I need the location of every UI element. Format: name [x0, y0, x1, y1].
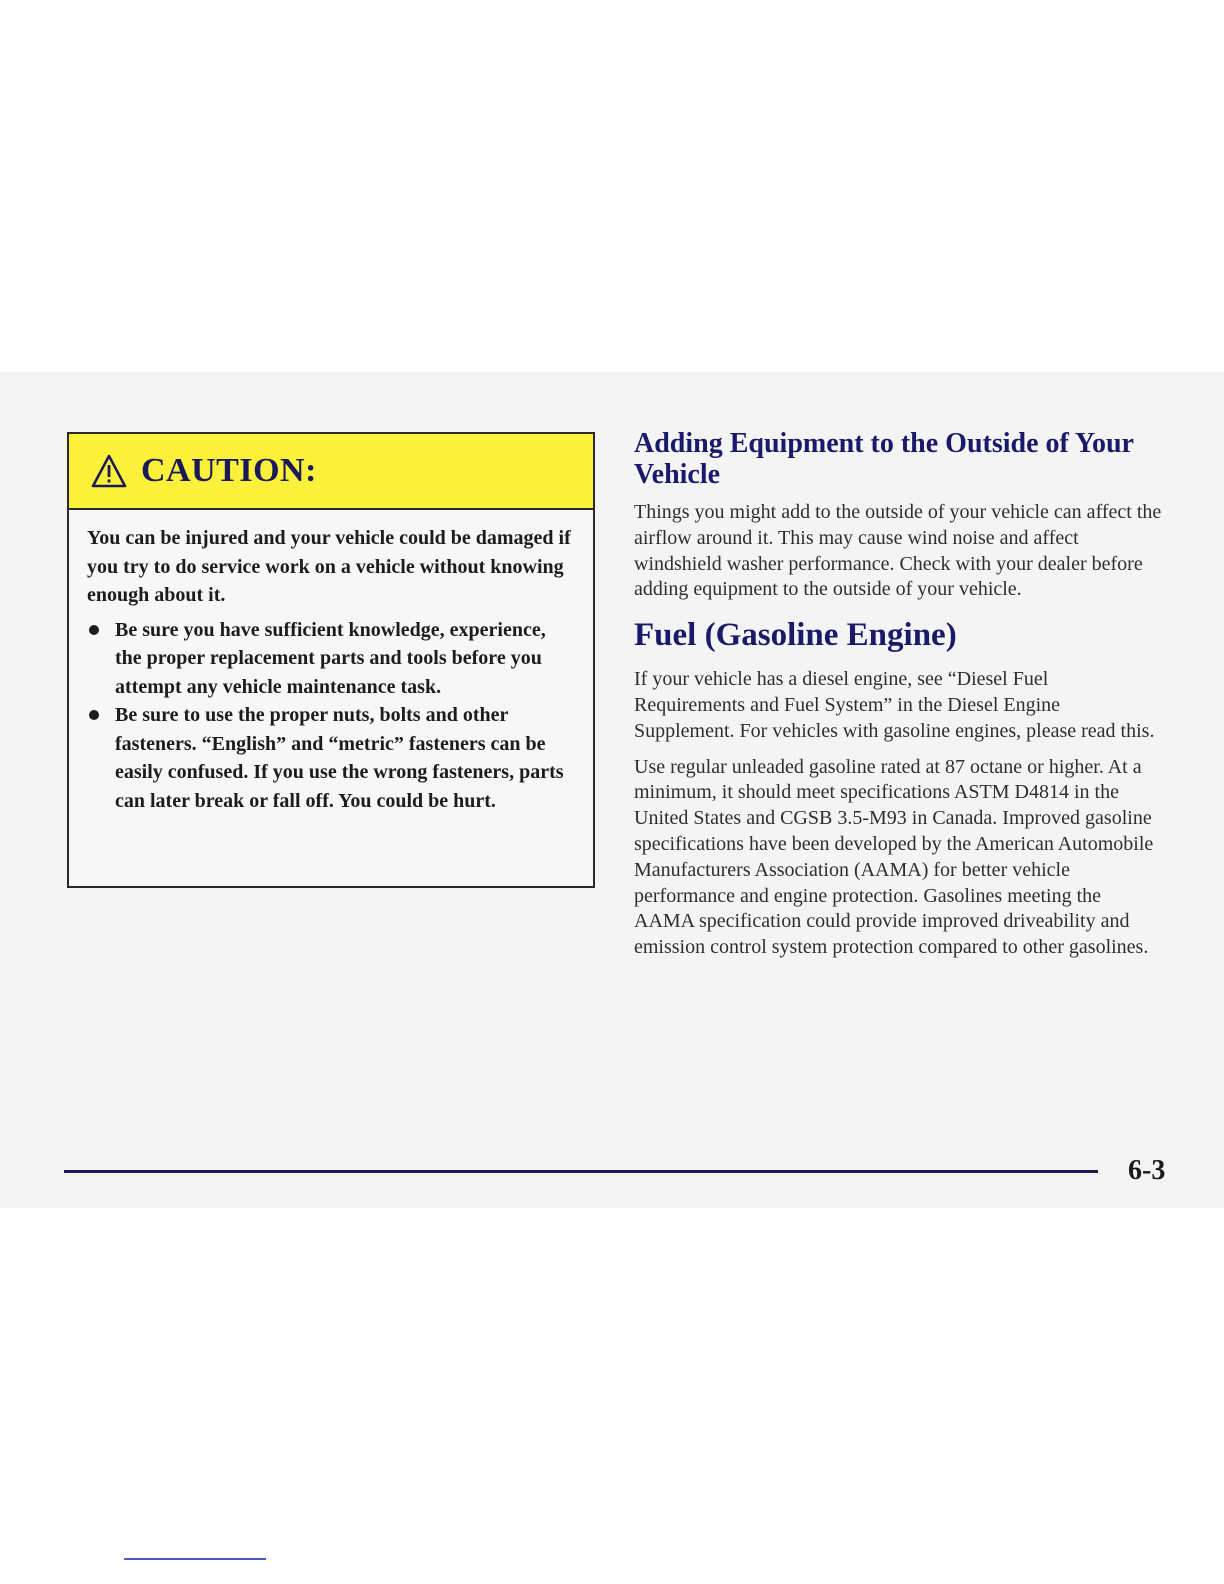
caution-body: [69, 510, 593, 815]
fuel-paragraph-2: Use regular unleaded gasoline rated at 87 octane or higher. At a minimum, it should meet specifications ASTM D4814 in the United States and CGSB 3.5-M93 in Canada. Improved gasoline specifications have been developed by the American Automobile Manufacturers Association (AAMA) for better vehicle performance and engine protection. Gasolines meeting the AAMA specification could provide improved driveability and emission control system protection compared to other gasolines.: [634, 755, 1154, 959]
adding-equipment-heading: Adding Equipment to the Outside of Your Vehicle: [634, 428, 1134, 490]
caution-bullet-text: Be sure you have sufficient knowledge, experience, the proper replacement parts and tools before you attempt any vehicle maintenance task.: [115, 618, 546, 698]
caution-title: CAUTION:: [141, 452, 317, 489]
fuel-paragraph-1: If your vehicle has a diesel engine, see “Diesel Fuel Requirements and Fuel System” in the Diesel Engine Supplement. For vehicles with gasoline engines, please read this.: [634, 668, 1155, 742]
caution-bullet-list: [87, 616, 575, 816]
caution-bullet-text: Be sure to use the proper nuts, bolts and other fasteners. “English” and “metric” fasteners can be easily confused. If you use the wrong fasteners, parts can later break or fall off. You could be hurt.: [115, 704, 564, 812]
bullet-dot-icon: [89, 625, 99, 635]
page-number: 6-3: [1128, 1155, 1166, 1186]
right-column: [634, 428, 1164, 971]
footer-rule: [64, 1170, 1098, 1173]
adding-equipment-body: Things you might add to the outside of your vehicle can affect the airflow around it. This may cause wind noise and affect windshield washer performance. Check with your dealer before adding equipment to the outside of your vehicle.: [634, 501, 1162, 601]
bullet-dot-icon: [89, 710, 99, 720]
caution-bullet-item: [87, 701, 575, 815]
caution-header: [69, 434, 593, 510]
caution-intro: You can be injured and your vehicle could be damaged if you try to do service work on a vehicle without knowing enough about it.: [87, 527, 571, 606]
caution-box: [67, 432, 595, 888]
warning-triangle-icon: [91, 454, 127, 488]
caution-bullet-item: [87, 616, 575, 702]
fuel-heading: Fuel (Gasoline Engine): [634, 617, 957, 654]
bottom-edge-line: [124, 1558, 266, 1560]
